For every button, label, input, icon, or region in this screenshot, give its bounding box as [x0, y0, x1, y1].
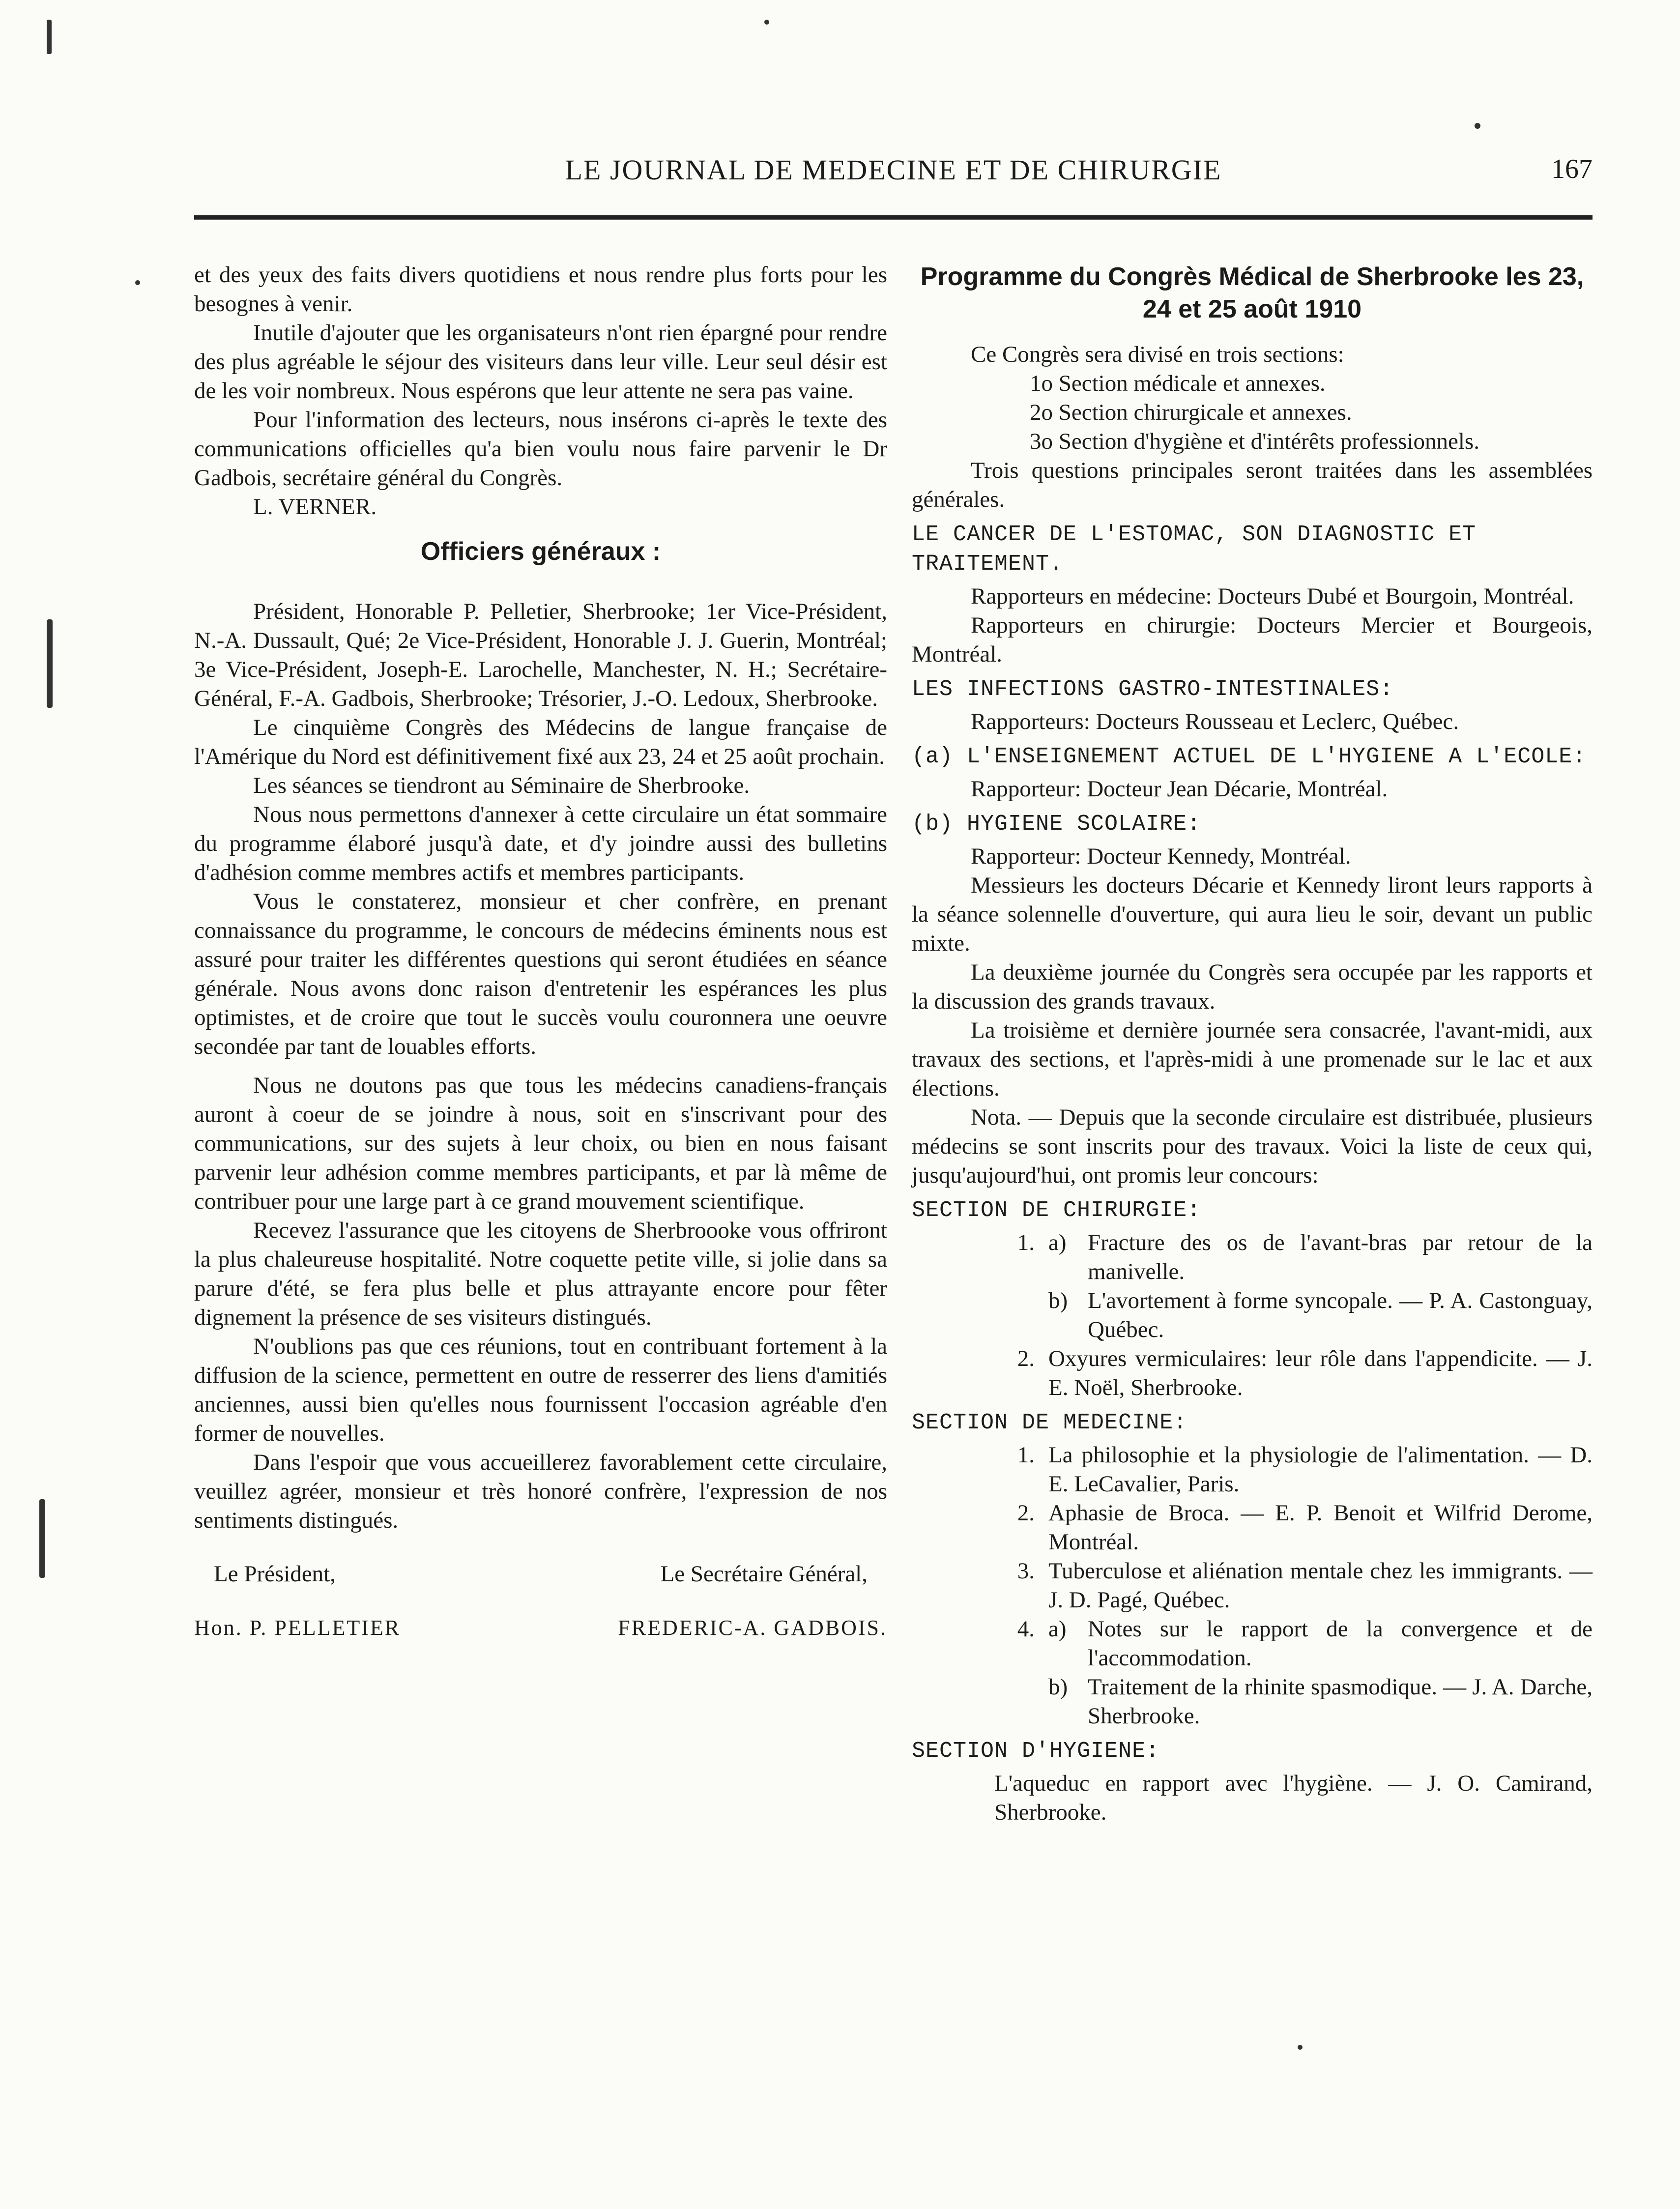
paragraph: Inutile d'ajouter que les organisateurs n'ont rien épargné pour rendre des plus agréable le séjour des visiteurs dans leur ville. Leur seul désir est de les voir nombreux. Nous espérons que leur attente ne sera pas vaine. [194, 320, 887, 404]
rapporteur: Rapporteur: Docteur Jean Décarie, Montréal. [971, 776, 1388, 802]
entry-text: Oxyures vermiculaires: leur rôle dans l'appendicite. — J. E. Noël, Sherbrooke. [1048, 1346, 1593, 1400]
list-item [912, 1286, 1593, 1344]
entries-chirurgie [912, 1228, 1593, 1402]
list-item: 2o Section chirurgicale et annexes. [1030, 400, 1352, 425]
officers-heading: Officiers généraux : [420, 537, 661, 566]
signatures [194, 1560, 887, 1642]
scan-speck [1298, 2045, 1303, 2050]
paragraph: Nota. — Depuis que la seconde circulaire est distribuée, plusieurs médecins se sont inscrits pour des travaux. Voici la liste de ceux qui, jusqu'aujourd'hui, ont promis leur concours: [912, 1104, 1593, 1188]
entry-sub: b) [1048, 1674, 1068, 1700]
page-number: 167 [1551, 154, 1593, 184]
paragraph: Nous nous permettons d'annexer à cette circulaire un état sommaire du programme élaboré jusqu'à date, et d'y joindre aussi des bulletins d'adhésion comme membres actifs et membres participants. [194, 802, 887, 885]
article-author: L. VERNER. [253, 494, 377, 520]
entry-text: L'avortement à forme syncopale. — P. A. Castonguay, Québec. [1088, 1288, 1593, 1342]
paragraph: Nous ne doutons pas que tous les médecins canadiens-français auront à coeur de se joindre à nous, soit en s'inscrivant pour des communications, sur des sujets à leur choix, ou bien en nous faisant parvenir leur adhésion comme membres participants, et par là même de contribuer pour une large part à ce grand mouvement scientifique. [194, 1073, 887, 1214]
topic-infections: LES INFECTIONS GASTRO-INTESTINALES: [912, 677, 1394, 702]
president-name: Hon. P. PELLETIER [194, 1616, 401, 1640]
entry-text: L'aqueduc en rapport avec l'hygiène. — J. O. Camirand, Sherbrooke. [994, 1771, 1593, 1825]
list-item [912, 1344, 1593, 1402]
paragraph: Recevez l'assurance que les citoyens de Sherbroooke vous offriront la plus chaleureuse hospitalité. Notre coquette petite ville, si jolie dans sa parure d'été, se fera plus belle et plus attrayante encore pour fêter dignement la présence de ses visiteurs distingués. [194, 1218, 887, 1330]
list-item: 3o Section d'hygiène et d'intérêts professionnels. [1030, 429, 1479, 454]
programme-heading: Programme du Congrès Médical de Sherbrooke les 23, 24 et 25 août 1910 [920, 262, 1584, 323]
paragraph: Dans l'espoir que vous accueillerez favorablement cette circulaire, veuillez agréer, monsieur et très honoré confrère, l'expression de nos sentiments distingués. [194, 1450, 887, 1533]
list-item [912, 1499, 1593, 1557]
signature-secretary [554, 1560, 887, 1642]
list-item [912, 1228, 1593, 1286]
entry-number: 4. [1017, 1616, 1035, 1642]
list-item [912, 1673, 1593, 1731]
scan-speck [47, 619, 53, 708]
entry-text: Notes sur le rapport de la convergence et de l'accommodation. [1088, 1616, 1593, 1671]
paragraph: Pour l'information des lecteurs, nous insérons ci-après le texte des communications officielles qu'a bien voulu nous faire parvenir le Dr Gadbois, secrétaire général du Congrès. [194, 407, 887, 491]
rapporteurs: Rapporteurs: Docteurs Rousseau et Leclerc, Québec. [971, 709, 1459, 734]
entry-number: 3. [1017, 1558, 1035, 1584]
entry-sub: b) [1048, 1288, 1068, 1313]
entry-sub: a) [1048, 1616, 1067, 1642]
left-column [194, 261, 887, 1642]
scan-speck [135, 280, 140, 285]
secretary-name: FREDERIC-A. GADBOIS. [618, 1616, 887, 1640]
scan-speck [764, 20, 769, 25]
scan-speck [47, 20, 52, 54]
entry-number [912, 1769, 994, 1827]
section-medecine-heading: SECTION DE MEDECINE: [912, 1410, 1188, 1435]
intro: Ce Congrès sera divisé en trois sections: [971, 342, 1344, 367]
paragraph: Président, Honorable P. Pelletier, Sherbrooke; 1er Vice-Président, N.-A. Dussault, Qué; 2e Vice-Président, Honorable J. J. Guerin, Montréal; 3e Vice-Président, Joseph-E. Larochelle, Manchester, N. H.; Secrétaire-Général, F.-A. Gadbois, Sherbrooke; Trésorier, J.-O. Ledoux, Sherbrooke. [194, 599, 887, 711]
entry-text: Traitement de la rhinite spasmodique. — J. A. Darche, Sherbrooke. [1088, 1674, 1593, 1729]
paragraph: Les séances se tiendront au Séminaire de Sherbrooke. [253, 773, 750, 798]
paragraph: Messieurs les docteurs Décarie et Kennedy liront leurs rapports à la séance solennelle d'ouverture, qui aura lieu le soir, devant un public mixte. [912, 872, 1593, 956]
topic-cancer: LE CANCER DE L'ESTOMAC, SON DIAGNOSTIC ET TRAITEMENT. [912, 522, 1477, 577]
list-item [912, 1557, 1593, 1615]
entries-medecine [912, 1441, 1593, 1731]
entry-text: Aphasie de Broca. — E. P. Benoit et Wilfrid Derome, Montréal. [1048, 1500, 1593, 1555]
list-item [912, 1769, 1593, 1827]
entries-hygiene [912, 1769, 1593, 1827]
rapporteur: Rapporteur: Docteur Kennedy, Montréal. [971, 843, 1351, 869]
entry-number [912, 1286, 1048, 1344]
list-item [912, 1441, 1593, 1499]
rapporteurs: Rapporteurs en médecine: Docteurs Dubé et Bourgoin, Montréal. [971, 583, 1574, 609]
entry-number: 2. [1017, 1500, 1035, 1526]
paragraph: N'oublions pas que ces réunions, tout en contribuant fortement à la diffusion de la science, permettent en outre de resserrer des liens d'amitiés anciennes, aussi bien qu'elles nous fournissent l'occasion agréable d'en former de nouvelles. [194, 1334, 887, 1446]
running-title: LE JOURNAL DE MEDECINE ET DE CHIRURGIE [565, 154, 1222, 186]
scan-speck [1475, 123, 1480, 129]
entry-text: La philosophie et la physiologie de l'alimentation. — D. E. LeCavalier, Paris. [1048, 1442, 1593, 1497]
secretary-label: Le Secrétaire Général, [660, 1561, 868, 1587]
entry-text: Tuberculose et aliénation mentale chez les immigrants. — J. D. Pagé, Québec. [1048, 1558, 1593, 1613]
topic-hygiene-ecole: (a) L'ENSEIGNEMENT ACTUEL DE L'HYGIENE A L'ECOLE: [912, 744, 1587, 769]
paragraph: Le cinquième Congrès des Médecins de langue française de l'Amérique du Nord est définitivement fixé aux 23, 24 et 25 août prochain. [194, 715, 887, 769]
president-label: Le Président, [214, 1561, 336, 1587]
section-hygiene-heading: SECTION D'HYGIENE: [912, 1739, 1160, 1764]
topic-hygiene-scolaire: (b) HYGIENE SCOLAIRE: [912, 812, 1201, 837]
scan-speck [39, 1499, 45, 1578]
rapporteurs: Rapporteurs en chirurgie: Docteurs Mercier et Bourgeois, Montréal. [912, 612, 1593, 667]
sections-list [912, 369, 1593, 456]
header-rule [194, 215, 1593, 220]
entry-text: Fracture des os de l'avant-bras par retour de la manivelle. [1088, 1230, 1593, 1284]
paragraph: et des yeux des faits divers quotidiens et nous rendre plus forts pour les besognes à venir. [194, 262, 887, 317]
paragraph: Trois questions principales seront traitées dans les assemblées générales. [912, 458, 1593, 512]
paragraph: Vous le constaterez, monsieur et cher confrère, en prenant connaissance du programme, le concours de médecins éminents nous est assuré pour traiter les différentes questions qui seront étudiées en séance générale. Nous avons donc raison d'entretenir les espérances les plus optimistes, et de croire que tout le succès voulu couronnera une oeuvre secondée par tant de louables efforts. [194, 889, 887, 1059]
signature-president [194, 1560, 527, 1642]
list-item [912, 1615, 1593, 1673]
paragraph: La deuxième journée du Congrès sera occupée par les rapports et la discussion des grands travaux. [912, 959, 1593, 1014]
right-column [912, 261, 1593, 1827]
entry-number [912, 1673, 1048, 1731]
paragraph: La troisième et dernière journée sera consacrée, l'avant-midi, aux travaux des sections, et l'après-midi à une promenade sur le lac et aux élections. [912, 1017, 1593, 1101]
list-item: 1o Section médicale et annexes. [1030, 371, 1326, 396]
entry-sub: a) [1048, 1230, 1067, 1255]
entry-number: 1. [1017, 1442, 1035, 1468]
page-header [194, 153, 1593, 198]
entry-number: 1. [1017, 1230, 1035, 1255]
section-chirurgie-heading: SECTION DE CHIRURGIE: [912, 1198, 1201, 1223]
entry-number: 2. [1017, 1346, 1035, 1371]
